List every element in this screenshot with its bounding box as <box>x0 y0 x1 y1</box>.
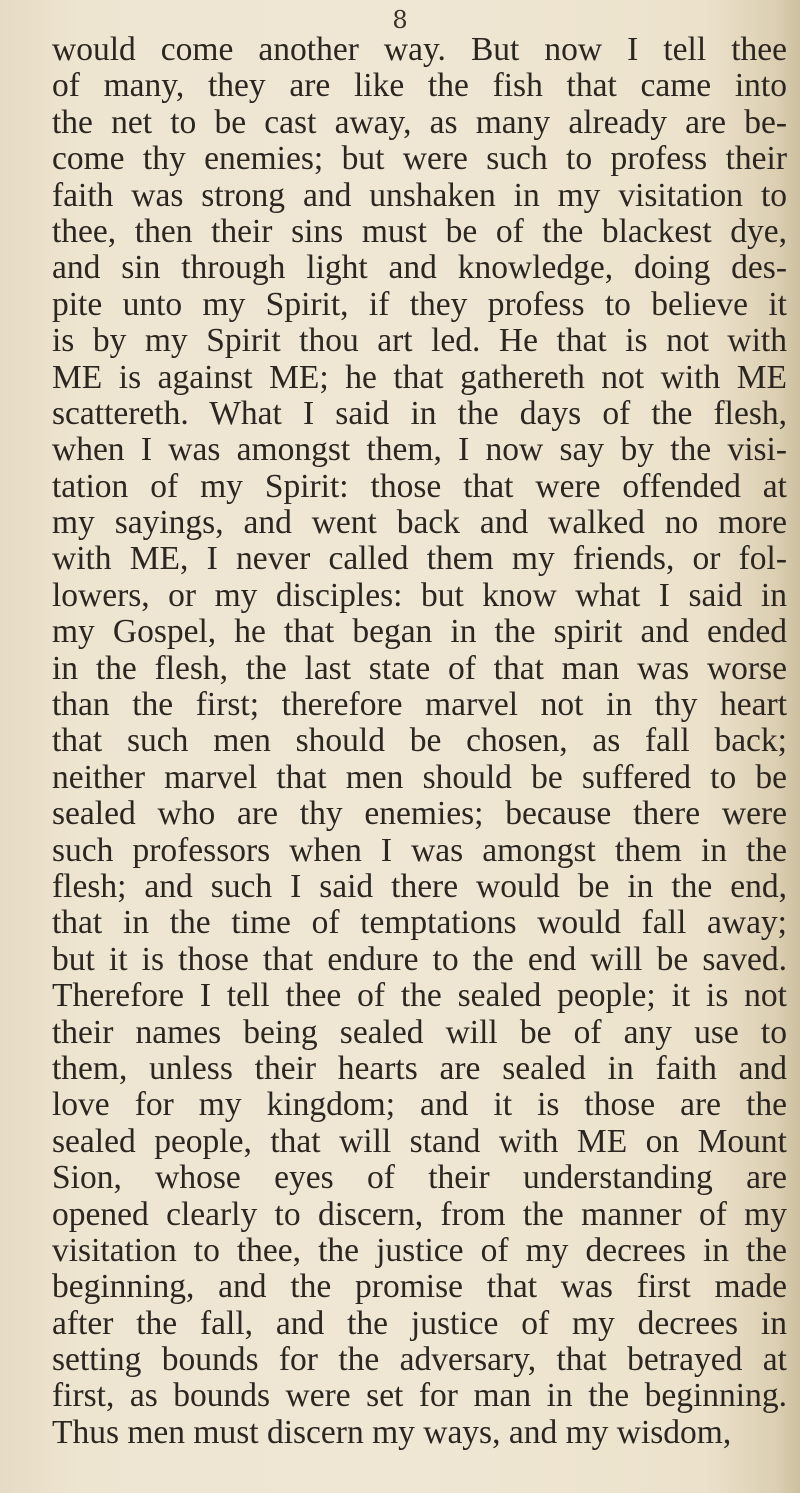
text-line: with ME, I never called them my friends, or fol- <box>52 541 787 578</box>
text-line: beginning, and the promise that was first made <box>52 1269 787 1306</box>
text-line: love for my kingdom; and it is those are the <box>52 1087 787 1124</box>
text-line: such professors when I was amongst them in the <box>52 832 787 869</box>
text-line: that in the time of temptations would fall away; <box>52 905 787 942</box>
text-line: ME is against ME; he that gathereth not with ME <box>52 359 787 396</box>
text-line: the net to be cast away, as many already are be- <box>52 104 787 141</box>
text-line: flesh; and such I said there would be in the end, <box>52 868 787 905</box>
text-line: opened clearly to discern, from the manner of my <box>52 1196 787 1233</box>
text-line: my Gospel, he that began in the spirit and ended <box>52 614 787 651</box>
text-line: setting bounds for the adversary, that betrayed at <box>52 1342 787 1379</box>
text-line: visitation to thee, the justice of my decrees in the <box>52 1232 787 1269</box>
text-line: pite unto my Spirit, if they profess to believe it <box>52 286 787 323</box>
text-line: after the fall, and the justice of my decrees in <box>52 1305 787 1342</box>
text-line: but it is those that endure to the end will be saved. <box>52 941 787 978</box>
text-line: in the flesh, the last state of that man was worse <box>52 650 787 687</box>
text-line: scattereth. What I said in the days of the flesh, <box>52 395 787 432</box>
text-line: Thus men must discern my ways, and my wisdom, <box>52 1414 732 1451</box>
text-line: Therefore I tell thee of the sealed people; it is not <box>52 978 787 1015</box>
text-line: neither marvel that men should be suffered to be <box>52 759 787 796</box>
text-line: lowers, or my disciples: but know what I said in <box>52 577 787 614</box>
text-line: thee, then their sins must be of the blackest dye, <box>52 213 787 250</box>
text-line: sealed people, that will stand with ME on Mount <box>52 1123 787 1160</box>
page-number: 8 <box>392 6 408 34</box>
text-line: and sin through light and knowledge, doing des- <box>52 250 787 287</box>
text-line: is by my Spirit thou art led. He that is not with <box>52 323 787 360</box>
text-line: tation of my Spirit: those that were offended at <box>52 468 787 505</box>
text-line: come thy enemies; but were such to profess their <box>52 141 787 178</box>
text-line: that such men should be chosen, as fall back; <box>52 723 787 760</box>
text-line: of many, they are like the fish that came into <box>52 68 787 105</box>
text-line: sealed who are thy enemies; because there were <box>52 796 787 833</box>
text-line: would come another way. But now I tell thee <box>52 32 787 68</box>
text-line: their names being sealed will be of any use to <box>52 1014 787 1051</box>
text-line: when I was amongst them, I now say by the visi- <box>52 432 787 469</box>
text-line: my sayings, and went back and walked no more <box>52 505 787 542</box>
body-text <box>52 32 787 1451</box>
text-line: Sion, whose eyes of their understanding are <box>52 1160 787 1197</box>
text-line: than the first; therefore marvel not in thy heart <box>52 687 787 724</box>
text-line: faith was strong and unshaken in my visitation to <box>52 177 787 214</box>
text-line: first, as bounds were set for man in the beginning. <box>52 1378 787 1415</box>
text-line: them, unless their hearts are sealed in faith and <box>52 1050 787 1087</box>
